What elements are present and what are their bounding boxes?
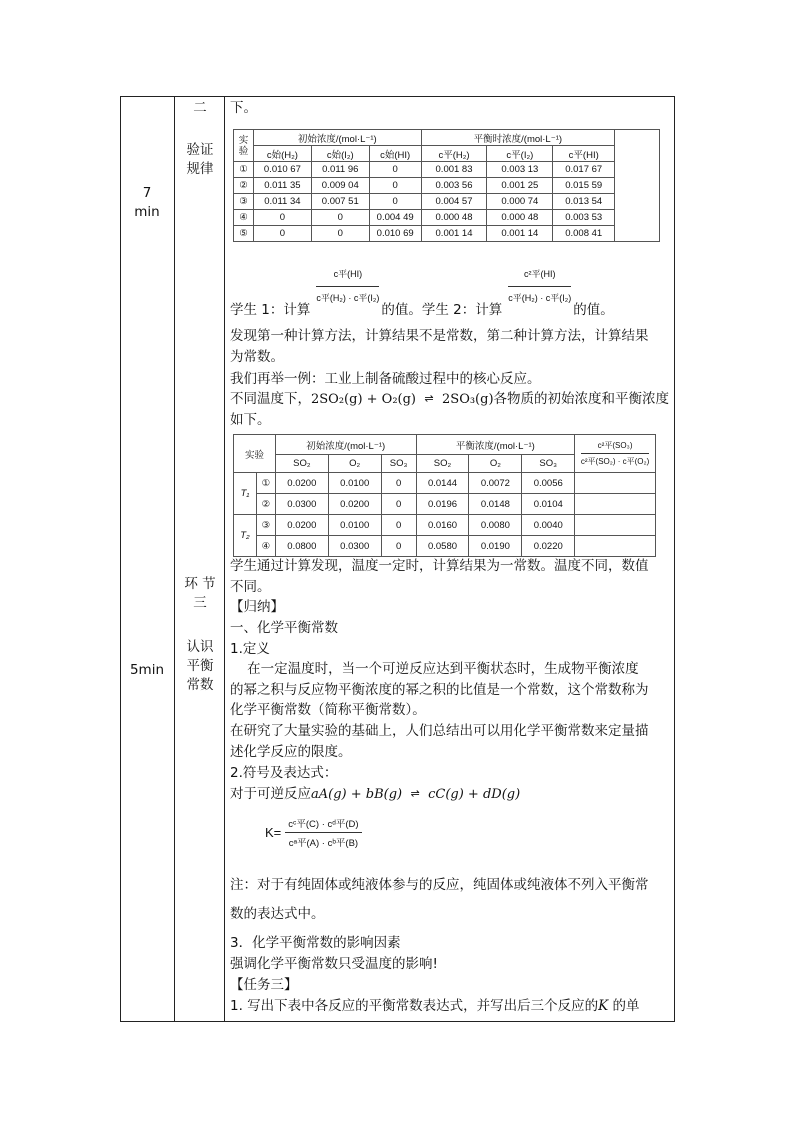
cell: 0.013 54 <box>553 194 615 210</box>
t1-header-init: 初始浓度/(mol·L⁻¹) <box>253 130 421 146</box>
fraction-numerator: c²平(HI) <box>508 265 571 287</box>
para-reaction-line-2: 如下。 <box>230 412 271 428</box>
para-finding-2: 为常数。 <box>230 349 284 365</box>
cell: 0.000 48 <box>421 210 487 226</box>
heading-factors: 3．化学平衡常数的影响因素 <box>230 935 401 951</box>
t1-sub: c始(I₂) <box>311 146 369 162</box>
text: 的单 <box>608 998 640 1014</box>
cell: 0.009 04 <box>311 178 369 194</box>
para-result-2: 不同。 <box>230 579 271 595</box>
note-line-1: 注：对于有纯固体或纯液体参与的反应，纯固体或纯液体不列入平衡常 <box>230 877 649 893</box>
cell <box>575 515 656 536</box>
student1-suffix: 的值。学生 2：计算 <box>381 302 503 318</box>
t2-header-exp: 实验 <box>234 435 276 473</box>
heading-definition: 1.定义 <box>230 641 270 657</box>
cell: 0.001 25 <box>487 178 553 194</box>
student1-fraction <box>316 265 379 308</box>
table-row <box>234 210 660 226</box>
time-7min: 7 min <box>134 185 160 220</box>
cell: 0.010 67 <box>253 162 311 178</box>
cell: 0.000 48 <box>487 210 553 226</box>
equation-reactants: aA(g) + bB(g) <box>311 787 403 802</box>
fraction-denominator: cᵃ平(A) · cᵇ平(B) <box>288 838 359 849</box>
cell: 0 <box>381 536 416 557</box>
table-row <box>234 162 660 178</box>
cell: 0 <box>253 226 311 242</box>
task-one-line <box>230 997 640 1016</box>
cell: 0.017 67 <box>553 162 615 178</box>
t2-header-eq: 平衡浓度/(mol·L⁻¹) <box>416 435 575 455</box>
cell: 0.0160 <box>416 515 469 536</box>
cell: 0.011 96 <box>311 162 369 178</box>
cell: 0.0300 <box>275 494 328 515</box>
t1-sub: c平(HI) <box>553 146 615 162</box>
t2-sub: SO₂ <box>416 455 469 473</box>
cell: 0.0580 <box>416 536 469 557</box>
para-finding-1: 发现第一种计算方法，计算结果不是常数，第二种计算方法，计算结果 <box>230 328 649 344</box>
so2-equilibrium-table <box>233 434 656 557</box>
cell: 0 <box>369 162 421 178</box>
para-reaction-line <box>230 390 669 409</box>
cell: 0.0200 <box>275 515 328 536</box>
heading-equilibrium-constant: 一、化学平衡常数 <box>230 620 338 636</box>
cell: 0 <box>369 178 421 194</box>
definition-line-5: 述化学反应的限度。 <box>230 744 352 760</box>
cell: ④ <box>256 536 275 557</box>
column-divider-2 <box>224 96 225 1022</box>
cell: 0.0040 <box>522 515 575 536</box>
cell: 0.001 14 <box>421 226 487 242</box>
definition-line-4: 在研究了大量实验的基础上，人们总结出可以用化学平衡常数来定量描 <box>230 723 649 739</box>
stage-two-title: 验证 规律 <box>186 142 214 177</box>
student2-suffix: 的值。 <box>573 302 614 318</box>
cell <box>575 473 656 494</box>
cell: 0.000 74 <box>487 194 553 210</box>
cell: 0.001 14 <box>487 226 553 242</box>
cell <box>575 536 656 557</box>
cell: 0.011 34 <box>253 194 311 210</box>
cell: 0.0080 <box>469 515 522 536</box>
k-expression <box>265 816 362 849</box>
stage-two-number: 二 <box>193 100 207 116</box>
cell: 0.0200 <box>275 473 328 494</box>
stage-three-title: 认识 平衡 常数 <box>186 639 214 693</box>
t1-sub: c平(I₂) <box>487 146 553 162</box>
cell: 0.0144 <box>416 473 469 494</box>
t1-sub: c平(H₂) <box>421 146 487 162</box>
table-row <box>234 515 656 536</box>
cell: 0.0196 <box>416 494 469 515</box>
fraction-denominator: c平(H₂) · c平(I₂) <box>316 293 380 303</box>
cell: 0.0220 <box>522 536 575 557</box>
cell: 0.004 57 <box>421 194 487 210</box>
k-fraction <box>285 816 361 849</box>
t2-header-k <box>575 435 656 473</box>
cell: 0.010 69 <box>369 226 421 242</box>
fraction-numerator: c²平(SO₃) <box>581 440 649 454</box>
t2-sub: O₂ <box>328 455 381 473</box>
definition-line-3: 化学平衡常数（简称平衡常数）。 <box>230 702 426 718</box>
temp-t1-label: T₁ <box>234 473 257 515</box>
table-row <box>234 226 660 242</box>
table-row <box>234 494 656 515</box>
cell: 0.015 59 <box>553 178 615 194</box>
note-line-2: 数的表达式中。 <box>230 906 325 922</box>
fraction-numerator: c平(HI) <box>316 265 379 287</box>
cell: 0 <box>381 473 416 494</box>
cell: 0 <box>311 226 369 242</box>
table-row <box>234 194 660 210</box>
cell: 0 <box>369 194 421 210</box>
t1-header-exp: 实 验 <box>234 130 254 162</box>
text: 不同温度下， <box>230 391 311 407</box>
time-5min: 5min <box>129 662 165 678</box>
cell: ⑤ <box>234 226 254 242</box>
text: 1. 写出下表中各反应的平衡常数表达式，并写出后三个反应的 <box>230 998 599 1014</box>
equation-reactants: 2SO₂(g) + O₂(g) <box>311 392 417 407</box>
stage-three-number: 环 节 三 <box>184 576 216 611</box>
text: 各物质的初始浓度和平衡浓度 <box>493 391 670 407</box>
definition-line-1: 在一定温度时，当一个可逆反应达到平衡状态时，生成物平衡浓度 <box>230 661 639 677</box>
cell: 0.0190 <box>469 536 522 557</box>
equation-products: cC(g) + dD(g) <box>428 787 521 802</box>
cell: 0.011 35 <box>253 178 311 194</box>
para-result-1: 学生通过计算发现，温度一定时，计算结果为一常数。温度不同，数值 <box>230 558 649 574</box>
t2-sub: SO₃ <box>381 455 416 473</box>
cell: 0 <box>381 494 416 515</box>
t2-sub: O₂ <box>469 455 522 473</box>
temp-t2-label: T₂ <box>234 515 257 557</box>
cell: 0.0200 <box>328 494 381 515</box>
k-symbol: K <box>598 998 609 1014</box>
cell: 0.003 53 <box>553 210 615 226</box>
cell: 0.003 13 <box>487 162 553 178</box>
student1-prefix: 学生 1：计算 <box>230 302 311 318</box>
cell: 0.0800 <box>275 536 328 557</box>
equilibrium-arrow-icon: ⇌ <box>410 787 420 800</box>
t1-header-eq: 平衡时浓度/(mol·L⁻¹) <box>421 130 615 146</box>
column-divider-1 <box>174 96 175 1022</box>
cell: 0 <box>311 210 369 226</box>
t1-sub: c始(H₂) <box>253 146 311 162</box>
k-label: K= <box>265 825 282 840</box>
cell: 0.007 51 <box>311 194 369 210</box>
table-row <box>234 473 656 494</box>
t1-sub: c始(HI) <box>369 146 421 162</box>
student-calc-line <box>230 269 614 320</box>
heading-symbol-expression: 2.符号及表达式： <box>230 765 338 781</box>
cell: 0.0056 <box>522 473 575 494</box>
cell: 0.0148 <box>469 494 522 515</box>
cell: ① <box>256 473 275 494</box>
t2-header-init: 初始浓度/(mol·L⁻¹) <box>275 435 416 455</box>
cell: 0.003 56 <box>421 178 487 194</box>
cell: ④ <box>234 210 254 226</box>
equilibrium-arrow-icon: ⇌ <box>424 392 434 405</box>
cell: ③ <box>234 194 254 210</box>
equation-products: 2SO₃(g) <box>442 392 494 407</box>
hi-equilibrium-table <box>233 129 660 242</box>
cell: ② <box>234 178 254 194</box>
cell: 0.0104 <box>522 494 575 515</box>
factors-emphasis: 强调化学平衡常数只受温度的影响! <box>230 956 438 972</box>
cell: 0.001 83 <box>421 162 487 178</box>
cell: 0 <box>253 210 311 226</box>
cell: 0.004 49 <box>369 210 421 226</box>
cell: 0.0100 <box>328 515 381 536</box>
reversible-reaction-line <box>230 785 520 804</box>
t2-sub: SO₂ <box>275 455 328 473</box>
table-row <box>234 178 660 194</box>
fraction-denominator: c²平(SO₂) · c平(O₂) <box>580 457 650 466</box>
para-example: 我们再举一例：工业上制备硫酸过程中的核心反应。 <box>230 371 541 387</box>
k-ratio-fraction <box>581 440 649 467</box>
definition-line-2: 的幂之积与反应物平衡浓度的幂之积的比值是一个常数，这个常数称为 <box>230 682 649 698</box>
cell: ③ <box>256 515 275 536</box>
cell: 0.008 41 <box>553 226 615 242</box>
t2-sub: SO₃ <box>522 455 575 473</box>
cell: 0.0100 <box>328 473 381 494</box>
cell: ② <box>256 494 275 515</box>
student2-fraction <box>508 265 571 308</box>
cell: 0 <box>381 515 416 536</box>
fraction-numerator: cᶜ平(C) · cᵈ平(D) <box>285 816 361 833</box>
cell: 0.0072 <box>469 473 522 494</box>
table-row <box>234 536 656 557</box>
cell: 0.0300 <box>328 536 381 557</box>
heading-task-three: 【任务三】 <box>230 977 298 993</box>
fraction-denominator: c平(H₂) · c平(I₂) <box>508 293 572 303</box>
heading-summary: 【归纳】 <box>230 599 284 615</box>
cell <box>575 494 656 515</box>
text-line-top: 下。 <box>230 100 257 116</box>
cell: ① <box>234 162 254 178</box>
t1-blank-col <box>615 130 660 242</box>
text: 对于可逆反应 <box>230 786 311 802</box>
